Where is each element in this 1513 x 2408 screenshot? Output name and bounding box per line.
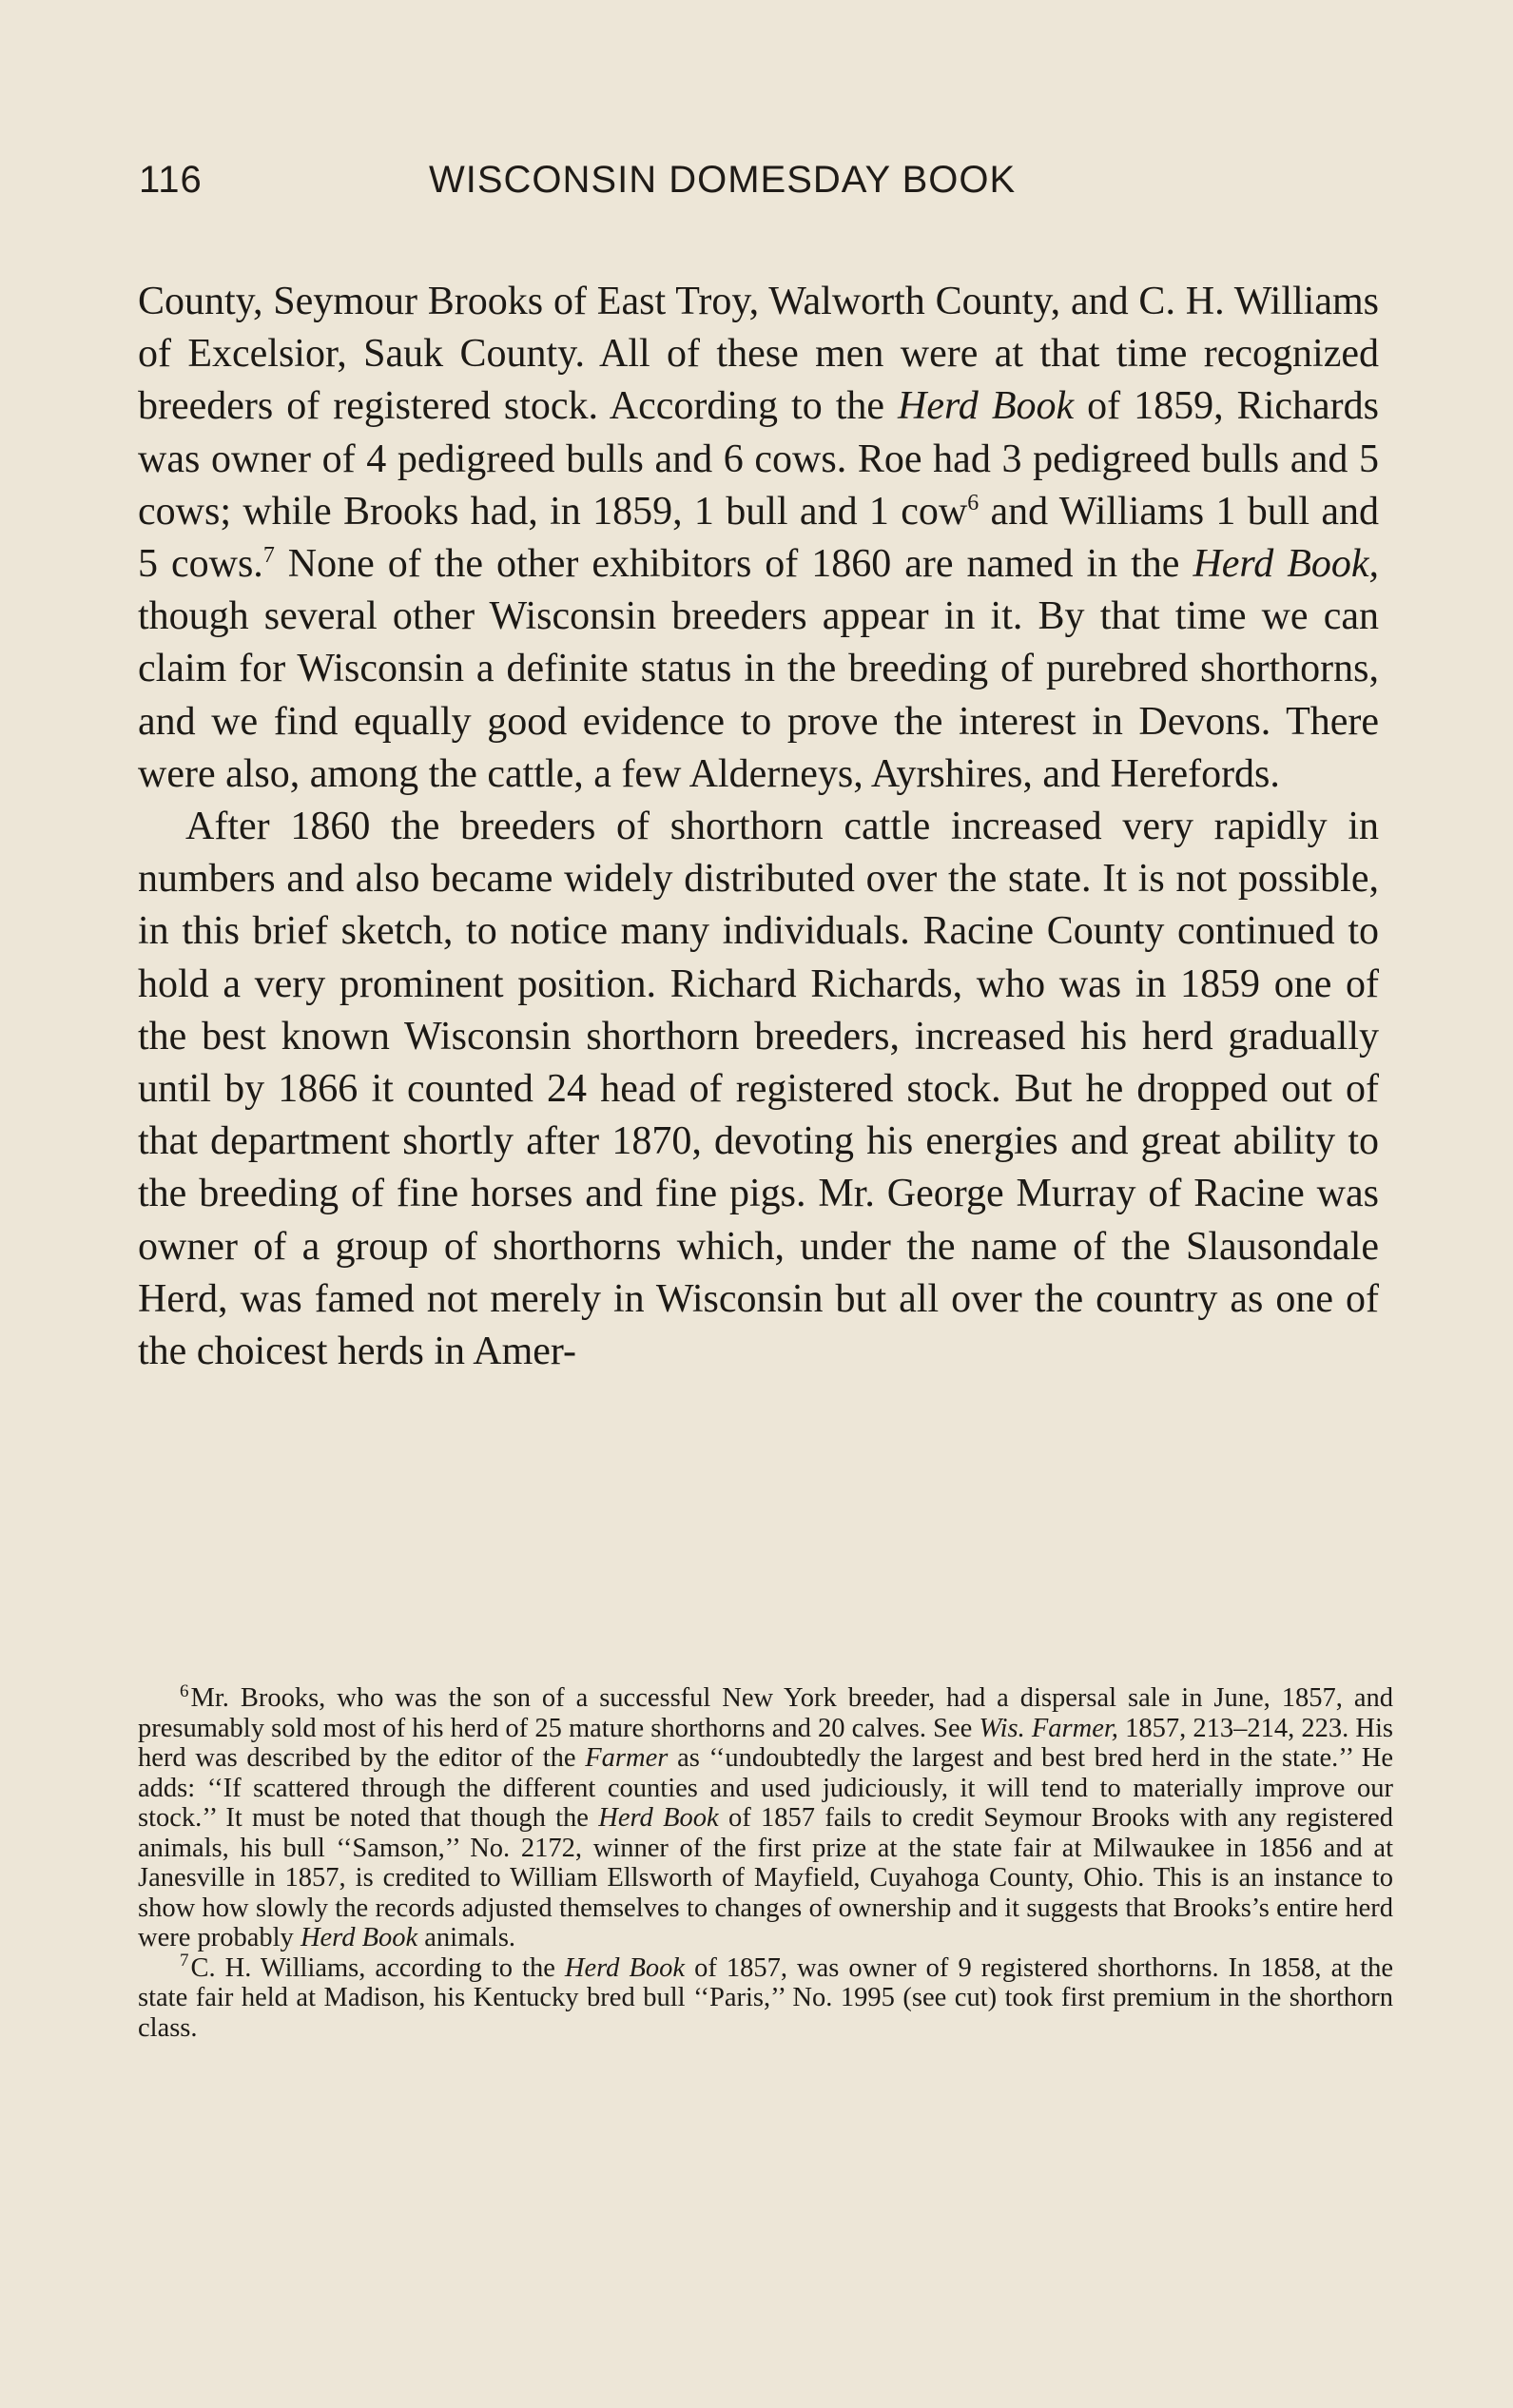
footnote-6 bbox=[138, 1680, 1394, 1953]
footnote-7 bbox=[138, 1953, 1393, 2044]
italic-title: Herd Book bbox=[564, 1952, 686, 1983]
footnote-reference-7: 7 bbox=[262, 543, 275, 569]
text-segment: None of the other exhibitors of 1860 are named in the bbox=[274, 542, 1193, 587]
paragraph-after-1860: After 1860 the breeders of shorthorn cattle increased very rapidly in numbers and also became widely distributed over the state. It is not possible, in this brief sketch, to notice many individuals. Racine County continued to hold a very prominent position. Richard Richards, who was in 1859 one of the best known Wisconsin shorthorn breeders, increased his herd gradually until by 1866 it counted 24 head of registered stock. But he dropped out of that department shortly after 1870, devoting his energies and great ability to the breeding of fine horses and fine pigs. Mr. George Murray of Racine was owner of a group of shorthorns which, under the name of the Slausondale Herd, was famed not merely in Wisconsin but all over the country as one of the choicest herds in Amer- bbox=[138, 805, 1379, 1374]
text-segment: of 1859, Richards was owner of 4 pedigreed bulls and 6 cows. Roe had 3 pedigreed bulls and 5 cows; while Brooks had, in 1859, 1 bull and 1 cow bbox=[138, 384, 1379, 534]
footnotes-section bbox=[138, 1680, 1394, 2043]
footnote-reference-6: 6 bbox=[967, 490, 980, 515]
footnote-marker: 7 bbox=[180, 1951, 189, 1971]
text-segment: and Williams 1 bull and 5 cows. bbox=[138, 489, 1380, 587]
text-segment: as ‘‘undoubtedly the largest and best bred herd in the state.’’ He adds: ‘‘If scattered through the different counties and used judiciously, it will tend to materially improve our stock.’’ It must be noted that though the bbox=[138, 1743, 1393, 1833]
italic-title: Herd Book bbox=[598, 1803, 719, 1833]
italic-title: Farmer bbox=[585, 1743, 669, 1773]
text-segment: of 1857, was owner of 9 registered shorthorns. In 1858, at the state fair held at Madison, his Kentucky bred bull ‘‘Paris,’’ No. 1995 (see cut) took first premium in the shorthorn class. bbox=[138, 1952, 1394, 2043]
main-text bbox=[138, 276, 1379, 1378]
text-segment: Mr. Brooks, who was the son of a successful New York breeder, had a dispersal sale in June, 1857, and presumably sold most of his herd of 25 mature shorthorns and 20 calves. See bbox=[138, 1683, 1393, 1743]
text-segment: of 1857 fails to credit Seymour Brooks with any registered animals, his bull ‘‘Samson,’’ No. 2172, winner of the first prize at the state fair at Milwaukee in 1856 and at Janesville in 1857, is credited to William Ellsworth of Mayfield, Cuyahoga County, Ohio. This is an instance to show how slowly the records adjusted themselves to changes of ownership and it suggests that Brooks’s entire herd were probably bbox=[138, 1803, 1394, 1952]
page-number: 116 bbox=[139, 159, 203, 201]
footnote-marker: 6 bbox=[180, 1680, 189, 1701]
italic-title: Herd Book, bbox=[1193, 542, 1380, 587]
book-title: WISCONSIN DOMESDAY BOOK bbox=[429, 159, 1017, 201]
text-segment: C. H. Williams, according to the bbox=[190, 1952, 565, 1983]
text-segment: County, Seymour Brooks of East Troy, Walworth County, and C. H. Williams of Excelsior, Sauk County. All of these men were at that time recognized breeders of registered stock. According to the bbox=[138, 280, 1379, 429]
text-segment: animals. bbox=[417, 1923, 516, 1952]
text-segment: 1857, 213–214, 223. His herd was described by the editor of the bbox=[138, 1713, 1393, 1773]
italic-title: Wis. Farmer, bbox=[979, 1713, 1118, 1743]
italic-title: Herd Book bbox=[300, 1923, 418, 1952]
text-segment: though several other Wisconsin breeders appear in it. By that time we can claim for Wisconsin a definite status in the breeding of purebred shorthorns, and we find equally good evidence to prove the interest in Devons. There were also, among the cattle, a few Alderneys, Ayrshires, and Herefords. bbox=[138, 594, 1379, 796]
running-head bbox=[139, 147, 1404, 214]
paragraph-continuation bbox=[138, 276, 1379, 801]
italic-title: Herd Book bbox=[898, 384, 1075, 429]
